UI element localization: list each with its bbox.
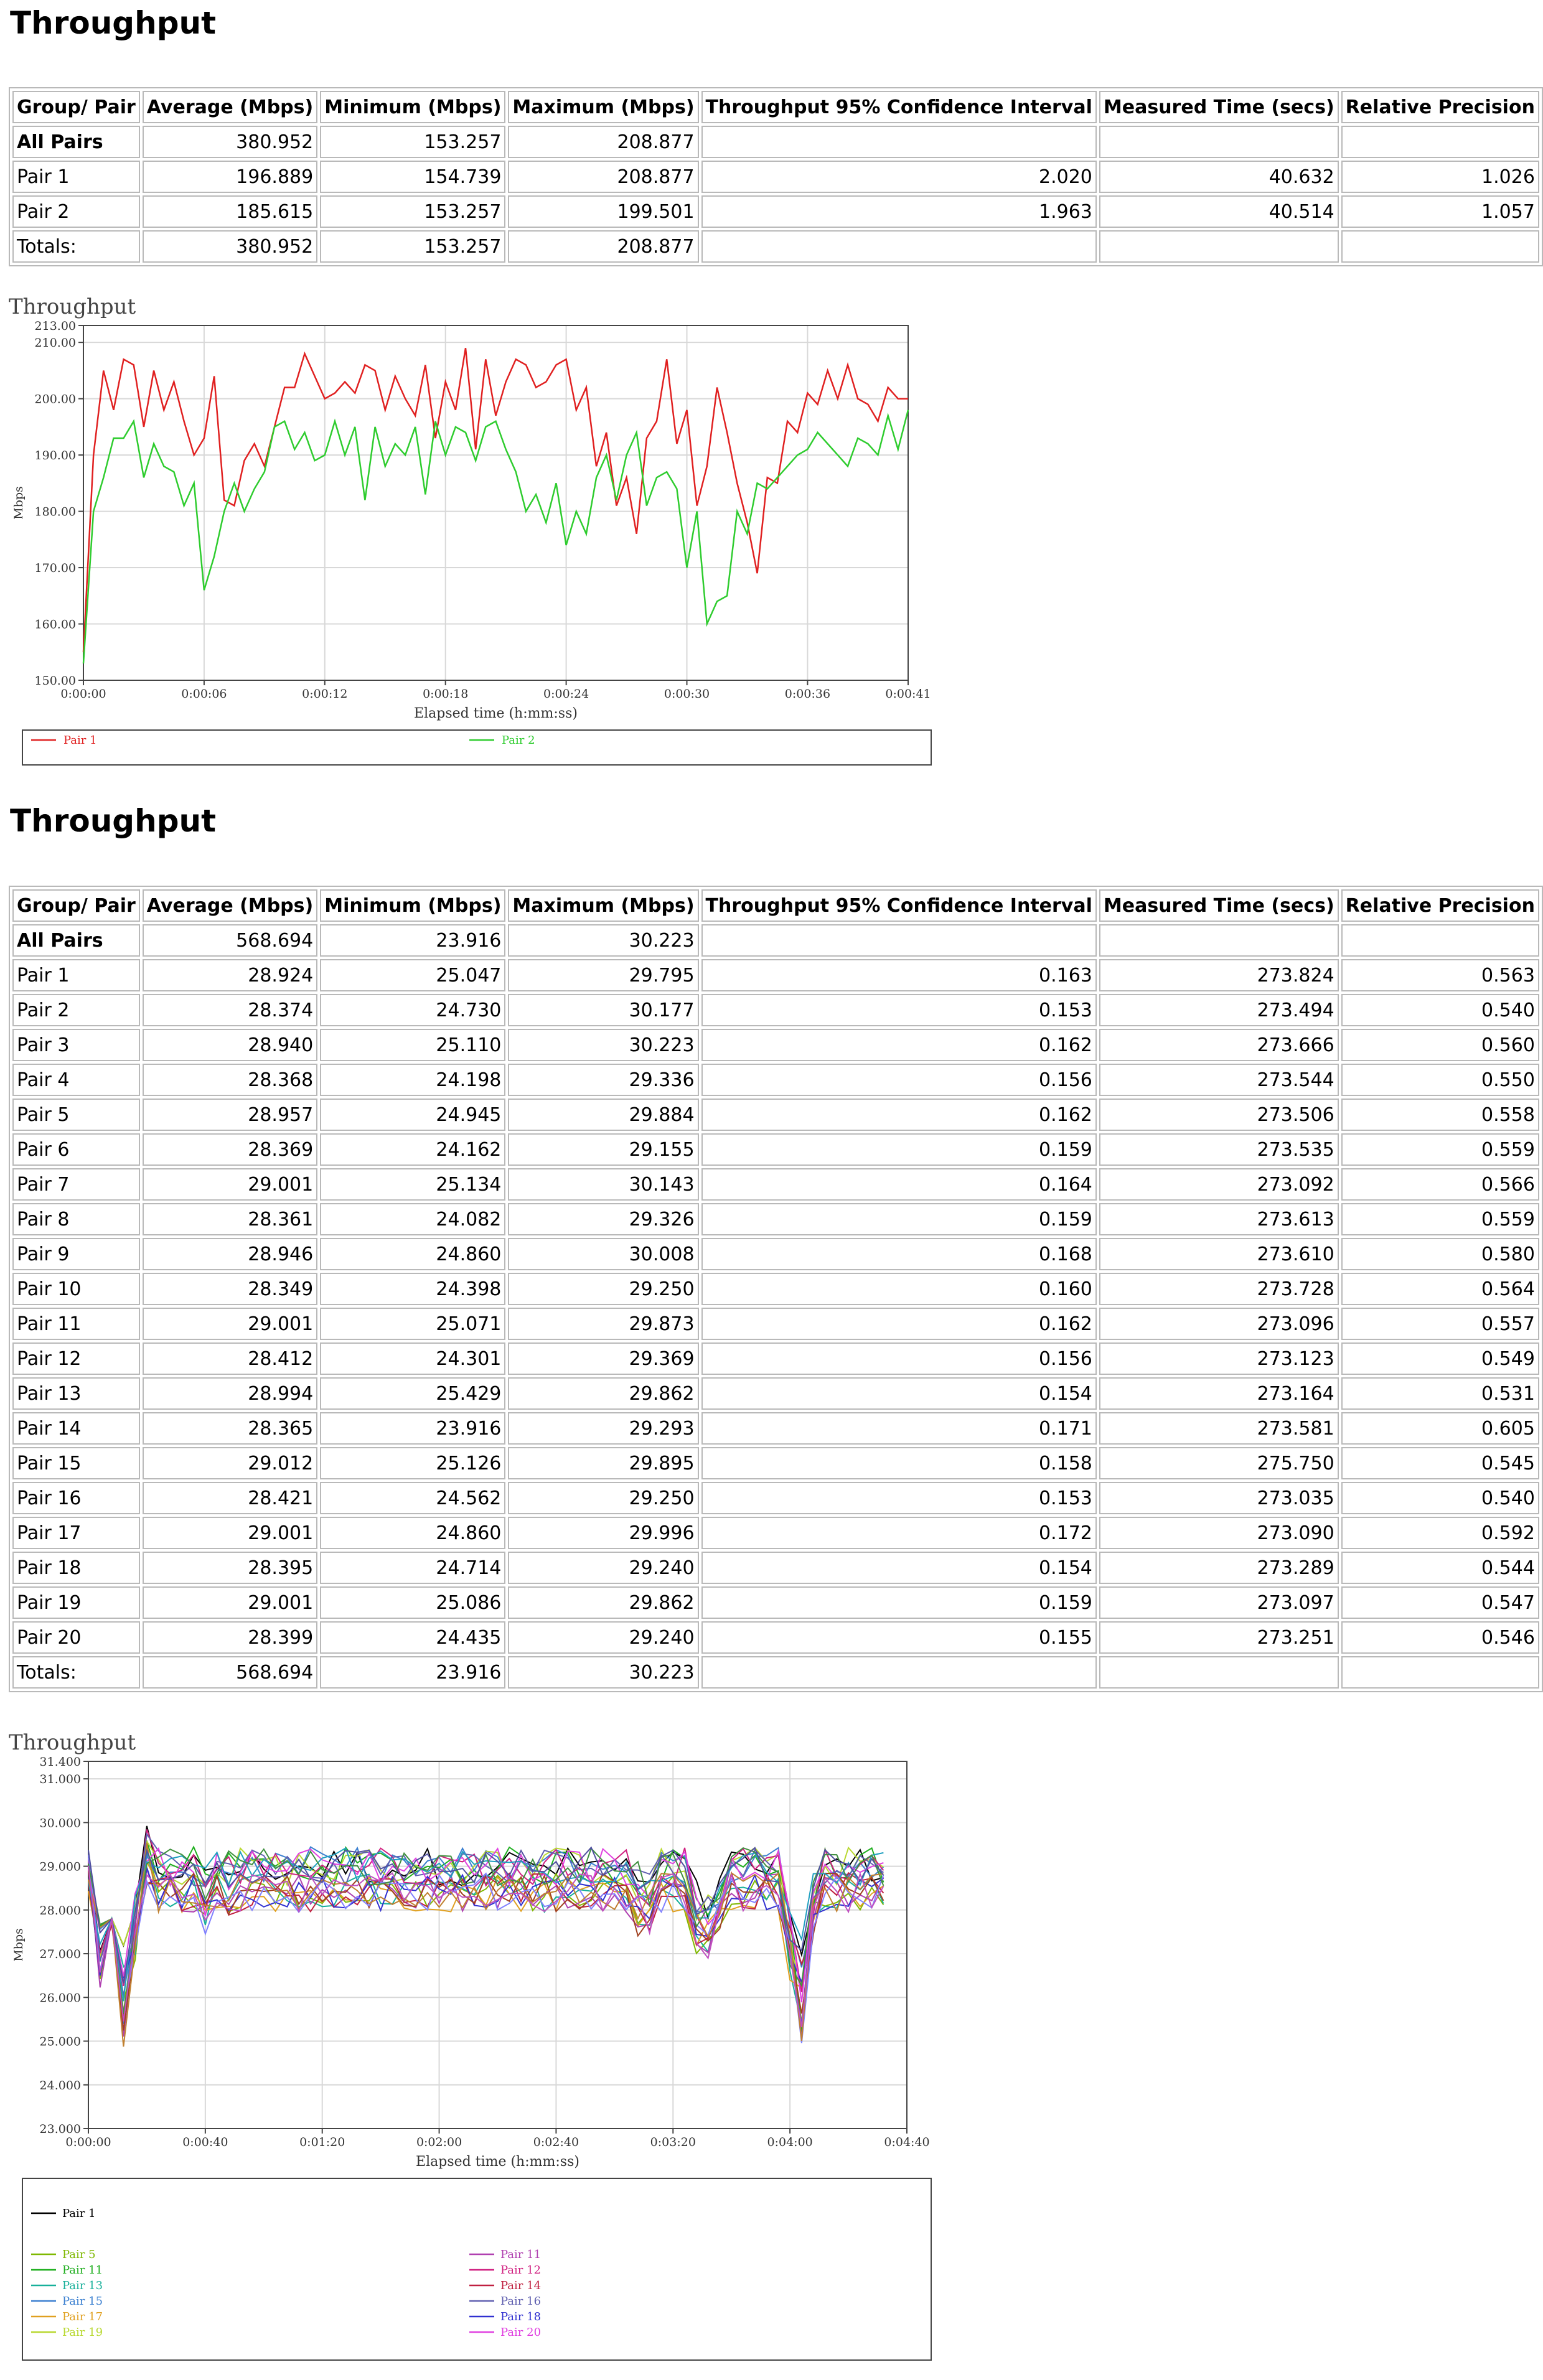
col-header: Measured Time (secs) [1099, 91, 1339, 123]
x-tick-label: 0:03:20 [650, 2135, 696, 2149]
value-cell: 29.369 [508, 1342, 698, 1375]
value-cell: 25.047 [320, 959, 505, 991]
value-cell: 185.615 [143, 195, 317, 228]
table-row [12, 195, 1539, 228]
value-cell: 29.895 [508, 1447, 698, 1479]
value-cell: 273.035 [1099, 1482, 1339, 1514]
value-cell: 0.154 [701, 1377, 1097, 1410]
value-cell: 28.365 [143, 1412, 317, 1445]
section-2-heading: Throughput [10, 803, 216, 839]
value-cell: 0.563 [1341, 959, 1539, 991]
col-header: Throughput 95% Confidence Interval [701, 889, 1097, 922]
y-tick-label: 23.000 [39, 2122, 81, 2136]
legend-label: Pair 2 [502, 734, 535, 747]
value-cell: 1.057 [1341, 195, 1539, 228]
row-label-cell: Pair 14 [12, 1412, 140, 1445]
x-tick-label: 0:00:36 [784, 687, 831, 701]
value-cell: 28.940 [143, 1029, 317, 1061]
value-cell [1341, 126, 1539, 158]
x-tick-label: 0:02:00 [416, 2135, 462, 2149]
value-cell: 0.605 [1341, 1412, 1539, 1445]
table-row [12, 126, 1539, 158]
value-cell: 273.123 [1099, 1342, 1339, 1375]
x-tick-label: 0:04:40 [884, 2135, 930, 2149]
row-label-cell: Pair 2 [12, 195, 140, 228]
col-header: Group/ Pair [12, 91, 140, 123]
x-tick-label: 0:00:06 [181, 687, 227, 701]
legend-label: Pair 1 [62, 2207, 96, 2220]
y-tick-label: 180.00 [34, 505, 76, 519]
x-tick-label: 0:00:41 [885, 687, 931, 701]
value-cell: 0.545 [1341, 1447, 1539, 1479]
value-cell: 29.001 [143, 1308, 317, 1340]
table-row [12, 1203, 1539, 1235]
row-label-cell: Pair 3 [12, 1029, 140, 1061]
col-header: Minimum (Mbps) [320, 91, 505, 123]
value-cell: 0.558 [1341, 1099, 1539, 1131]
value-cell: 23.916 [320, 924, 505, 957]
value-cell: 273.090 [1099, 1517, 1339, 1549]
legend-label: Pair 18 [500, 2310, 542, 2323]
value-cell: 29.862 [508, 1586, 698, 1619]
col-header: Maximum (Mbps) [508, 889, 698, 922]
table-header-row [12, 91, 1539, 123]
row-label-cell: Pair 12 [12, 1342, 140, 1375]
table-row [12, 1586, 1539, 1619]
value-cell: 24.730 [320, 994, 505, 1026]
x-tick-label: 0:00:00 [65, 2135, 111, 2149]
table-row [12, 994, 1539, 1026]
row-label-cell: Pair 16 [12, 1482, 140, 1514]
value-cell: 208.877 [508, 126, 698, 158]
col-header: Group/ Pair [12, 889, 140, 922]
row-label-cell: Pair 4 [12, 1064, 140, 1096]
x-tick-label: 0:00:24 [543, 687, 589, 701]
x-axis-label: Elapsed time (h:mm:ss) [414, 706, 578, 721]
value-cell: 0.164 [701, 1168, 1097, 1201]
x-tick-label: 0:04:00 [767, 2135, 813, 2149]
row-label-cell: Totals: [12, 1656, 140, 1689]
col-header: Relative Precision [1341, 91, 1539, 123]
value-cell: 24.198 [320, 1064, 505, 1096]
value-cell: 24.714 [320, 1552, 505, 1584]
value-cell: 153.257 [320, 126, 505, 158]
value-cell: 2.020 [701, 161, 1097, 193]
value-cell: 28.361 [143, 1203, 317, 1235]
value-cell: 25.134 [320, 1168, 505, 1201]
value-cell: 25.126 [320, 1447, 505, 1479]
value-cell: 29.996 [508, 1517, 698, 1549]
value-cell: 0.592 [1341, 1517, 1539, 1549]
x-tick-label: 0:00:12 [302, 687, 348, 701]
value-cell: 0.531 [1341, 1377, 1539, 1410]
value-cell: 273.506 [1099, 1099, 1339, 1131]
value-cell [701, 924, 1097, 957]
table-row [12, 924, 1539, 957]
y-tick-label: 170.00 [34, 561, 76, 576]
x-tick-label: 0:00:30 [664, 687, 710, 701]
value-cell: 29.873 [508, 1308, 698, 1340]
table-row [12, 1238, 1539, 1270]
value-cell: 0.163 [701, 959, 1097, 991]
value-cell [701, 126, 1097, 158]
value-cell: 29.001 [143, 1586, 317, 1619]
y-tick-label: 150.00 [34, 674, 76, 688]
row-label-cell: Pair 13 [12, 1377, 140, 1410]
col-header: Average (Mbps) [143, 889, 317, 922]
value-cell: 273.728 [1099, 1273, 1339, 1305]
value-cell: 208.877 [508, 161, 698, 193]
table-row [12, 1133, 1539, 1166]
x-tick-label: 0:00:00 [60, 687, 106, 701]
value-cell: 273.494 [1099, 994, 1339, 1026]
col-header: Average (Mbps) [143, 91, 317, 123]
value-cell: 273.544 [1099, 1064, 1339, 1096]
table-row [12, 1308, 1539, 1340]
value-cell: 29.336 [508, 1064, 698, 1096]
table-row [12, 230, 1539, 263]
y-tick-label: 190.00 [34, 449, 76, 463]
y-tick-label: 31.400 [39, 1755, 81, 1769]
x-axis-label: Elapsed time (h:mm:ss) [416, 2154, 579, 2170]
row-label-cell: Pair 1 [12, 959, 140, 991]
value-cell: 0.550 [1341, 1064, 1539, 1096]
value-cell: 0.154 [701, 1552, 1097, 1584]
value-cell: 568.694 [143, 1656, 317, 1689]
value-cell: 30.008 [508, 1238, 698, 1270]
legend-label: Pair 14 [500, 2279, 542, 2292]
value-cell: 30.223 [508, 1656, 698, 1689]
table-header-row [12, 889, 1539, 922]
value-cell [1099, 126, 1339, 158]
value-cell: 25.110 [320, 1029, 505, 1061]
value-cell: 28.369 [143, 1133, 317, 1166]
value-cell: 29.001 [143, 1168, 317, 1201]
legend-box [22, 730, 931, 765]
value-cell [1341, 1656, 1539, 1689]
table-row [12, 959, 1539, 991]
row-label-cell: Pair 17 [12, 1517, 140, 1549]
value-cell: 29.155 [508, 1133, 698, 1166]
x-tick-label: 0:00:18 [423, 687, 469, 701]
y-tick-label: 30.000 [39, 1816, 81, 1830]
value-cell [1099, 924, 1339, 957]
value-cell: 568.694 [143, 924, 317, 957]
table-row [12, 161, 1539, 193]
value-cell: 0.159 [701, 1203, 1097, 1235]
value-cell: 29.250 [508, 1273, 698, 1305]
value-cell: 0.159 [701, 1586, 1097, 1619]
y-tick-label: 200.00 [34, 392, 76, 406]
table-body [12, 126, 1539, 263]
value-cell [701, 1656, 1097, 1689]
value-cell: 30.177 [508, 994, 698, 1026]
legend-label: Pair 17 [62, 2310, 103, 2323]
value-cell: 273.097 [1099, 1586, 1339, 1619]
y-axis-label: Mbps [12, 486, 26, 520]
value-cell [1341, 230, 1539, 263]
value-cell: 28.374 [143, 994, 317, 1026]
section-1-heading: Throughput [10, 5, 216, 41]
value-cell: 0.159 [701, 1133, 1097, 1166]
value-cell: 0.156 [701, 1064, 1097, 1096]
value-cell: 24.301 [320, 1342, 505, 1375]
value-cell: 196.889 [143, 161, 317, 193]
row-label-cell: Pair 20 [12, 1621, 140, 1654]
value-cell: 380.952 [143, 126, 317, 158]
value-cell: 28.368 [143, 1064, 317, 1096]
y-tick-label: 26.000 [39, 1991, 81, 2005]
value-cell: 0.168 [701, 1238, 1097, 1270]
row-label-cell: Pair 11 [12, 1308, 140, 1340]
y-tick-label: 210.00 [34, 336, 76, 350]
value-cell: 273.164 [1099, 1377, 1339, 1410]
row-label-cell: Pair 9 [12, 1238, 140, 1270]
value-cell: 275.750 [1099, 1447, 1339, 1479]
row-label-cell: Pair 6 [12, 1133, 140, 1166]
value-cell: 40.632 [1099, 161, 1339, 193]
value-cell: 30.143 [508, 1168, 698, 1201]
value-cell: 28.957 [143, 1099, 317, 1131]
value-cell: 0.564 [1341, 1273, 1539, 1305]
chart-1-svg [9, 291, 942, 789]
value-cell: 273.581 [1099, 1412, 1339, 1445]
value-cell [701, 230, 1097, 263]
table-row [12, 1482, 1539, 1514]
value-cell: 29.001 [143, 1517, 317, 1549]
value-cell: 0.559 [1341, 1203, 1539, 1235]
value-cell: 25.071 [320, 1308, 505, 1340]
row-label-cell: Pair 5 [12, 1099, 140, 1131]
row-label-cell: Pair 2 [12, 994, 140, 1026]
value-cell: 0.158 [701, 1447, 1097, 1479]
value-cell: 0.544 [1341, 1552, 1539, 1584]
x-tick-label: 0:00:40 [182, 2135, 228, 2149]
table-row [12, 1552, 1539, 1584]
chart-title: Throughput [9, 1730, 136, 1755]
value-cell: 273.092 [1099, 1168, 1339, 1201]
value-cell: 23.916 [320, 1656, 505, 1689]
series-line-20 [88, 1866, 883, 2027]
value-cell: 24.562 [320, 1482, 505, 1514]
value-cell: 23.916 [320, 1412, 505, 1445]
value-cell: 24.162 [320, 1133, 505, 1166]
table-row [12, 1099, 1539, 1131]
value-cell: 153.257 [320, 195, 505, 228]
value-cell: 29.326 [508, 1203, 698, 1235]
value-cell: 28.994 [143, 1377, 317, 1410]
x-tick-label: 0:01:20 [299, 2135, 345, 2149]
y-tick-label: 160.00 [34, 617, 76, 632]
y-tick-label: 25.000 [39, 2035, 81, 2049]
table-row [12, 1168, 1539, 1201]
row-label-cell: Pair 15 [12, 1447, 140, 1479]
col-header: Throughput 95% Confidence Interval [701, 91, 1097, 123]
y-tick-label: 24.000 [39, 2078, 81, 2092]
row-label-cell: All Pairs [12, 924, 140, 957]
table-row [12, 1656, 1539, 1689]
value-cell: 154.739 [320, 161, 505, 193]
value-cell: 199.501 [508, 195, 698, 228]
value-cell: 28.395 [143, 1552, 317, 1584]
row-label-cell: Pair 8 [12, 1203, 140, 1235]
throughput-chart-2 [9, 1727, 942, 2380]
value-cell: 29.240 [508, 1552, 698, 1584]
results-table-2 [9, 886, 1543, 1692]
value-cell: 29.240 [508, 1621, 698, 1654]
value-cell: 0.156 [701, 1342, 1097, 1375]
value-cell: 273.610 [1099, 1238, 1339, 1270]
value-cell: 28.946 [143, 1238, 317, 1270]
value-cell: 380.952 [143, 230, 317, 263]
throughput-chart-1 [9, 291, 942, 792]
value-cell: 0.162 [701, 1308, 1097, 1340]
value-cell: 29.293 [508, 1412, 698, 1445]
table-row [12, 1621, 1539, 1654]
value-cell: 0.560 [1341, 1029, 1539, 1061]
value-cell: 273.251 [1099, 1621, 1339, 1654]
value-cell: 24.860 [320, 1238, 505, 1270]
x-tick-label: 0:02:40 [533, 2135, 579, 2149]
value-cell: 1.963 [701, 195, 1097, 228]
chart-title: Throughput [9, 294, 136, 319]
value-cell: 29.884 [508, 1099, 698, 1131]
value-cell: 0.546 [1341, 1621, 1539, 1654]
value-cell: 28.421 [143, 1482, 317, 1514]
row-label-cell: Pair 18 [12, 1552, 140, 1584]
value-cell: 0.540 [1341, 1482, 1539, 1514]
value-cell: 29.795 [508, 959, 698, 991]
legend-label: Pair 1 [63, 734, 97, 747]
legend-label: Pair 19 [62, 2326, 103, 2339]
table-body [12, 924, 1539, 1689]
value-cell: 0.162 [701, 1099, 1097, 1131]
y-axis-label: Mbps [12, 1928, 26, 1962]
table-row [12, 1029, 1539, 1061]
series-line-2 [83, 410, 908, 663]
table-row [12, 1447, 1539, 1479]
legend-label: Pair 11 [62, 2264, 103, 2277]
value-cell: 1.026 [1341, 161, 1539, 193]
value-cell [1099, 1656, 1339, 1689]
value-cell: 0.580 [1341, 1238, 1539, 1270]
results-table-1 [9, 87, 1543, 266]
value-cell: 29.862 [508, 1377, 698, 1410]
table-row [12, 1377, 1539, 1410]
value-cell: 0.160 [701, 1273, 1097, 1305]
value-cell: 0.153 [701, 994, 1097, 1026]
table-row [12, 1064, 1539, 1096]
value-cell: 0.153 [701, 1482, 1097, 1514]
col-header: Minimum (Mbps) [320, 889, 505, 922]
col-header: Maximum (Mbps) [508, 91, 698, 123]
legend-label: Pair 5 [62, 2248, 96, 2261]
value-cell: 0.172 [701, 1517, 1097, 1549]
legend-label: Pair 16 [500, 2295, 542, 2308]
value-cell [1341, 924, 1539, 957]
value-cell: 0.549 [1341, 1342, 1539, 1375]
value-cell [1099, 230, 1339, 263]
y-tick-label: 27.000 [39, 1947, 81, 1962]
value-cell: 273.613 [1099, 1203, 1339, 1235]
value-cell: 25.086 [320, 1586, 505, 1619]
table-row [12, 1273, 1539, 1305]
value-cell: 0.566 [1341, 1168, 1539, 1201]
value-cell: 24.398 [320, 1273, 505, 1305]
row-label-cell: Pair 19 [12, 1586, 140, 1619]
value-cell: 29.250 [508, 1482, 698, 1514]
row-label-cell: All Pairs [12, 126, 140, 158]
legend-label: Pair 13 [62, 2279, 103, 2292]
value-cell: 0.171 [701, 1412, 1097, 1445]
series-line-1 [83, 348, 908, 652]
value-cell: 273.096 [1099, 1308, 1339, 1340]
legend-label: Pair 11 [500, 2248, 542, 2261]
value-cell: 30.223 [508, 924, 698, 957]
value-cell: 24.945 [320, 1099, 505, 1131]
row-label-cell: Pair 1 [12, 161, 140, 193]
value-cell: 0.557 [1341, 1308, 1539, 1340]
col-header: Relative Precision [1341, 889, 1539, 922]
row-label-cell: Totals: [12, 230, 140, 263]
value-cell: 25.429 [320, 1377, 505, 1410]
legend-label: Pair 20 [500, 2326, 542, 2339]
chart-2-svg [9, 1727, 942, 2378]
table-row [12, 1412, 1539, 1445]
value-cell: 28.412 [143, 1342, 317, 1375]
value-cell: 29.012 [143, 1447, 317, 1479]
y-tick-label: 31.000 [39, 1773, 81, 1787]
value-cell: 30.223 [508, 1029, 698, 1061]
value-cell: 24.082 [320, 1203, 505, 1235]
value-cell: 28.349 [143, 1273, 317, 1305]
value-cell: 24.435 [320, 1621, 505, 1654]
value-cell: 0.162 [701, 1029, 1097, 1061]
value-cell: 0.547 [1341, 1586, 1539, 1619]
y-tick-label: 29.000 [39, 1860, 81, 1874]
value-cell: 28.399 [143, 1621, 317, 1654]
table-row [12, 1342, 1539, 1375]
value-cell: 153.257 [320, 230, 505, 263]
value-cell: 0.540 [1341, 994, 1539, 1026]
col-header: Measured Time (secs) [1099, 889, 1339, 922]
value-cell: 24.860 [320, 1517, 505, 1549]
value-cell: 273.666 [1099, 1029, 1339, 1061]
legend-label: Pair 15 [62, 2295, 103, 2308]
value-cell: 273.289 [1099, 1552, 1339, 1584]
value-cell: 0.155 [701, 1621, 1097, 1654]
row-label-cell: Pair 10 [12, 1273, 140, 1305]
value-cell: 0.559 [1341, 1133, 1539, 1166]
y-tick-label: 213.00 [34, 319, 76, 333]
table-row [12, 1517, 1539, 1549]
value-cell: 28.924 [143, 959, 317, 991]
row-label-cell: Pair 7 [12, 1168, 140, 1201]
y-tick-label: 28.000 [39, 1903, 81, 1918]
value-cell: 208.877 [508, 230, 698, 263]
value-cell: 40.514 [1099, 195, 1339, 228]
value-cell: 273.824 [1099, 959, 1339, 991]
plot-frame [83, 326, 908, 680]
legend-label: Pair 12 [500, 2264, 542, 2277]
value-cell: 273.535 [1099, 1133, 1339, 1166]
